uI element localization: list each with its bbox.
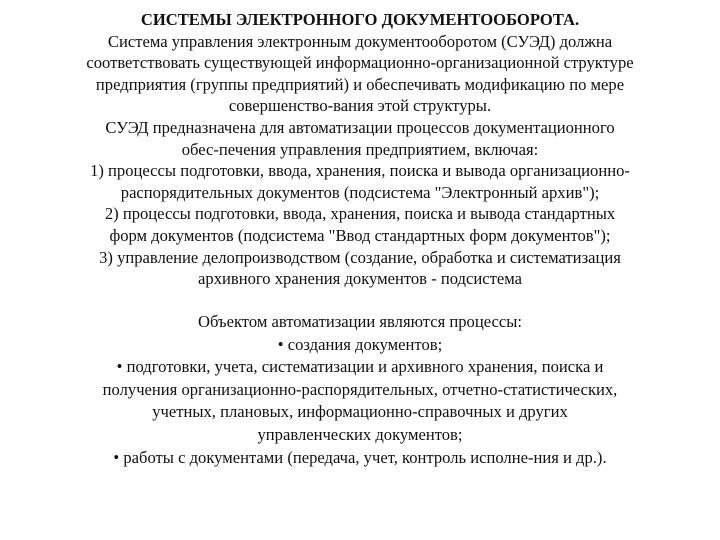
paragraph-line: совершенство-вания этой структуры. (228, 96, 492, 116)
bullet-line: • работы с документами (передача, учет, контроль исполне-ния и др.). (113, 447, 607, 467)
list-item-line: распорядительных документов (подсистема "Электронный архив"); (120, 182, 600, 202)
list-item-line: архивного хранения документов - подсистема (198, 269, 522, 289)
list-item-line: форм документов (подсистема "Ввод стандартных форм документов"); (109, 225, 611, 245)
list-item-line: 2) процессы подготовки, ввода, хранения, поиска и вывода стандартных (104, 204, 616, 224)
automation-objects-block (40, 311, 680, 469)
objects-heading: Объектом автоматизации являются процессы: (198, 312, 522, 331)
main-text-block (40, 9, 680, 290)
bullet-line: управленческих документов; (257, 424, 463, 444)
slide-title: СИСТЕМЫ ЭЛЕКТРОННОГО ДОКУМЕНТООБОРОТА. (140, 10, 580, 29)
bullet-line: • подготовки, учета, систематизации и архивного хранения, поиска и (116, 357, 604, 377)
list-item-line: 1) процессы подготовки, ввода, хранения, поиска и вывода организационно- (90, 161, 630, 181)
bullet-line: учетных, плановых, информационно-справочных и других (152, 402, 568, 422)
paragraph-line: обес-печения управления предприятием, включая: (181, 139, 539, 159)
paragraph-line: предприятия (группы предприятий) и обеспечивать модификацию по мере (95, 74, 625, 94)
paragraph-line: соответствовать существующей информационно-организационной структуре (86, 53, 634, 73)
bullet-line: получения организационно-распорядительных, отчетно-статистических, (102, 379, 618, 399)
list-item-line: 3) управление делопроизводством (создание, обработка и систематизация (99, 247, 621, 267)
paragraph-line: Система управления электронным документооборотом (СУЭД) должна (107, 31, 613, 51)
bullet-line: • создания документов; (277, 334, 443, 354)
paragraph-line: СУЭД предназначена для автоматизации процессов документационного (105, 117, 615, 137)
